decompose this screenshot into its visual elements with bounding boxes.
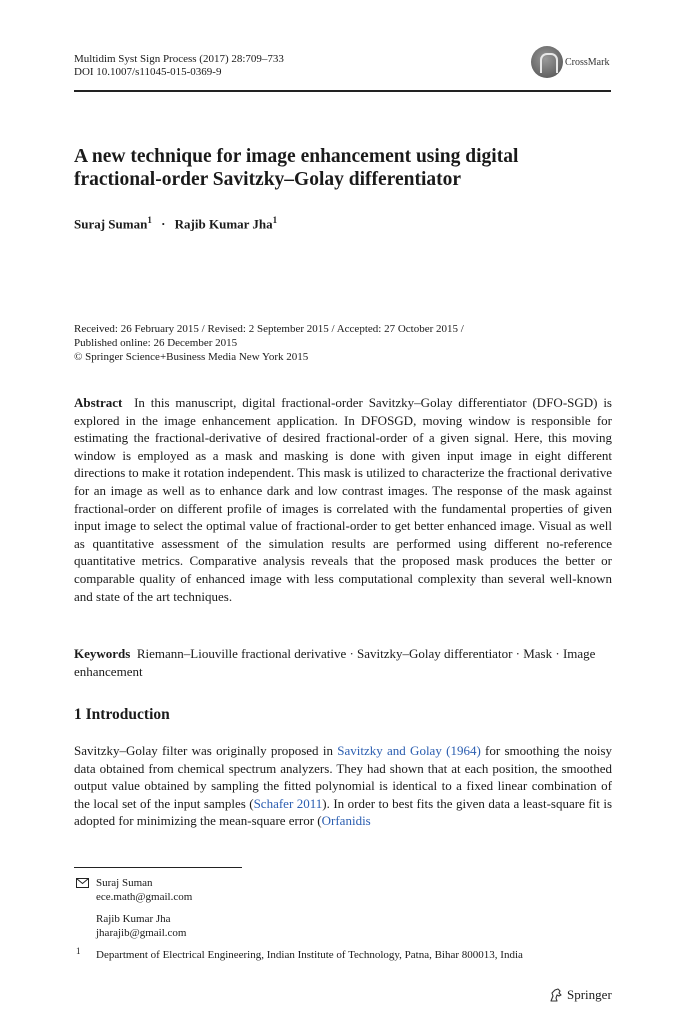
author-name[interactable]: Suraj Suman: [74, 216, 148, 232]
footnote-rule: [74, 867, 242, 868]
citation-link[interactable]: (1964): [446, 743, 481, 758]
author-separator: ·: [161, 216, 166, 232]
title-line-2: fractional-order Savitzky–Golay differentiator: [74, 169, 462, 190]
copyright-line: © Springer Science+Business Media New York 2015: [74, 351, 309, 363]
citation-link[interactable]: Savitzky and Golay: [337, 743, 442, 758]
paper-title: [74, 145, 614, 191]
title-line-1: A new technique for image enhancement using digital: [74, 146, 519, 167]
crossmark-label: CrossMark: [565, 56, 610, 68]
footnote-email[interactable]: ece.math@gmail.com: [96, 891, 193, 903]
keywords-heading: Keywords: [74, 646, 131, 661]
abstract-text: In this manuscript, digital fractional-order Savitzky–Golay differentiator (DFO-SGD) is explored in the image enhancement application. In DFOSGD, moving window is responsible for estimating the fractional-derivative of desired fractional-order of a given signal. Here, this moving window is employed as a mask and masking is done with given input image in eight different directions to make it rotation independent. This mask is utilized to characterize the fractional derivative for an image as well as to enhance dark and low contrast images. The response of the mask against fractional-order on different profile of images is correlated with the fundamental properties of given input image to select the optimal value of fractional-order to get better enhanced image. Visual as well as quantitative assessment of the simulation results are performed using different no-reference quantitative metrics. Comparative analysis reveals that the proposed mask produces the better or comparable quality of enhanced image with less computational complexity than several well-known and state of the art techniques.: [74, 395, 612, 604]
journal-citation: Multidim Syst Sign Process (2017) 28:709–733: [74, 53, 284, 65]
publication-history: [74, 322, 614, 364]
affiliation-marker: 1: [272, 215, 278, 225]
footnote-email[interactable]: jharajib@gmail.com: [96, 927, 187, 939]
keywords: [74, 645, 612, 680]
intro-text: for smoothing the noisy data obtained from chemical spectrum analyzers. They had shown that at each position, the smoothed output value obtained by sampling the fitted polynomial is identical to a fixed linear combination of the local set of the input samples (: [74, 743, 612, 811]
springer-horse-icon: [548, 987, 564, 1003]
crossmark-badge[interactable]: [531, 46, 609, 78]
history-line-1: Received: 26 February 2015 / Revised: 2 September 2015 / Accepted: 27 October 2015 /: [74, 323, 464, 335]
corresponding-author: [96, 876, 192, 904]
abstract-heading: Abstract: [74, 395, 123, 410]
intro-text: Savitzky–Golay filter was originally proposed in: [74, 743, 338, 758]
envelope-icon: [76, 878, 89, 888]
doi[interactable]: DOI 10.1007/s11045-015-0369-9: [74, 66, 222, 78]
citation-link[interactable]: Schafer 2011: [253, 795, 323, 811]
header-rule: [74, 90, 611, 92]
abstract: [74, 394, 612, 605]
author-list: [74, 215, 277, 232]
crossmark-icon: [531, 46, 563, 78]
footnote-author-name: Suraj Suman: [96, 877, 153, 889]
affiliation-number: 1: [76, 946, 81, 956]
keywords-text: Riemann–Liouville fractional derivative · Savitzky–Golay differentiator · Mask · Image enhancement: [74, 646, 596, 679]
author-name[interactable]: Rajib Kumar Jha: [174, 216, 273, 232]
publisher-name: Springer: [567, 987, 612, 1002]
section-heading: 1 Introduction: [74, 706, 170, 723]
coauthor-contact: [96, 912, 186, 940]
springer-logo: [548, 987, 612, 1003]
running-header: [74, 53, 284, 79]
history-line-2: Published online: 26 December 2015: [74, 337, 238, 349]
citation-link[interactable]: Orfanidis: [321, 813, 371, 829]
footnote-author-name: Rajib Kumar Jha: [96, 913, 171, 925]
introduction-paragraph: [74, 742, 612, 830]
affiliation-text: Department of Electrical Engineering, Indian Institute of Technology, Patna, Bihar 800013, India: [96, 949, 523, 961]
intro-text: ). In order to best fits the given data a least-square fit is adopted for minimizing the mean-square error (: [74, 795, 612, 829]
affiliation-marker: 1: [147, 215, 152, 225]
